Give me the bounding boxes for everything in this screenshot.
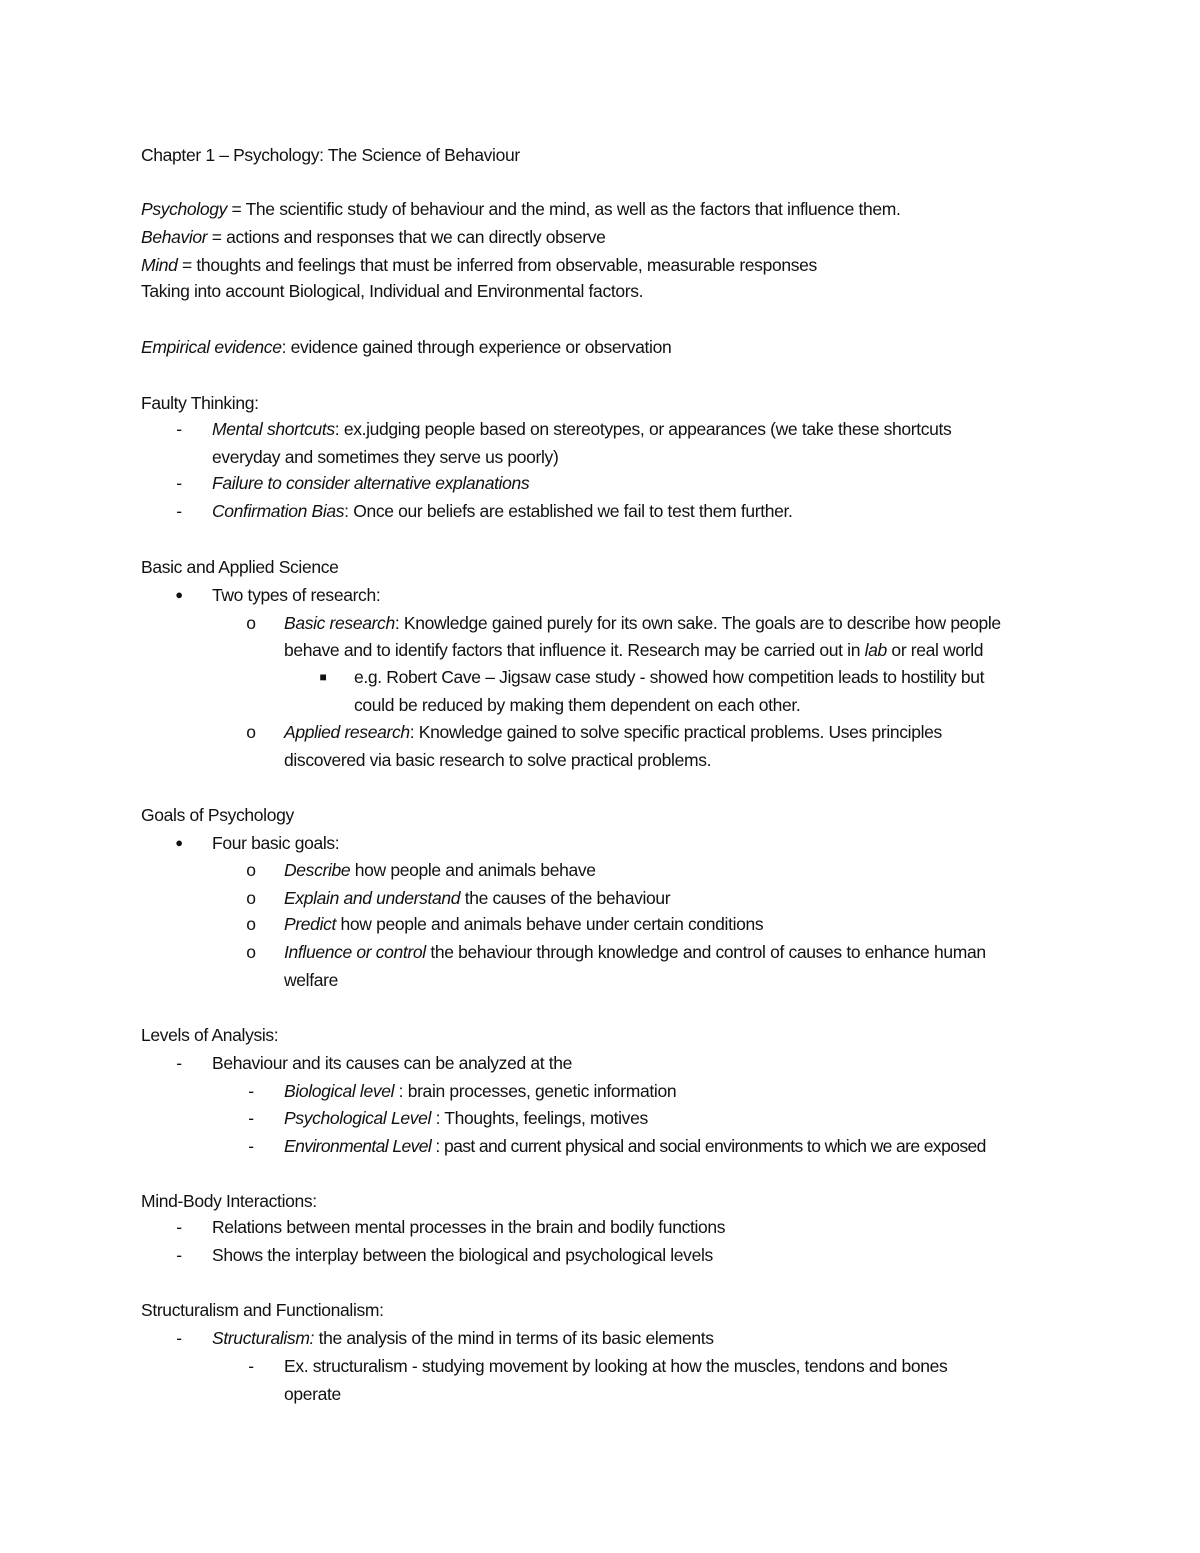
dash-marker: -	[176, 1217, 182, 1237]
definition-text: : evidence gained through experience or observation	[281, 337, 672, 357]
item-text: : Thoughts, feelings, motives	[435, 1108, 648, 1128]
circle-marker: o	[246, 942, 256, 962]
definition-text: = thoughts and feelings that must be inferred from observable, measurable responses	[177, 255, 817, 275]
dash-marker: -	[248, 1108, 254, 1128]
item-text: the analysis of the mind in terms of its basic elements	[314, 1328, 714, 1348]
list-item-continuation	[284, 636, 983, 664]
item-text: Ex. structuralism - studying movement by looking at how the muscles, tendons and bones	[284, 1356, 948, 1376]
dash-marker: -	[176, 1053, 182, 1073]
dash-marker: -	[176, 501, 182, 521]
list-item-continuation: operate	[284, 1384, 341, 1404]
term-lab: lab	[864, 640, 887, 660]
dash-marker: -	[176, 473, 182, 493]
section-heading-mind-body: Mind-Body Interactions:	[141, 1191, 317, 1211]
term-failure-alternatives: Failure to consider alternative explanations	[212, 473, 530, 493]
item-text: the causes of the behaviour	[460, 888, 671, 908]
definition-text: = actions and responses that we can directly observe	[207, 227, 606, 247]
term-mind: Mind	[141, 255, 178, 275]
item-text: the behaviour through knowledge and control of causes to enhance human	[425, 942, 986, 962]
term-applied-research: Applied research	[284, 722, 410, 742]
section-heading-structuralism: Structuralism and Functionalism:	[141, 1300, 384, 1320]
list-item-continuation: welfare	[284, 970, 338, 990]
list-item-continuation: discovered via basic research to solve practical problems.	[284, 750, 712, 770]
term-describe: Describe	[284, 860, 351, 880]
list-item-continuation: could be reduced by making them dependent on each other.	[354, 695, 801, 715]
list-item-continuation: everyday and sometimes they serve us poorly)	[212, 447, 559, 467]
item-text: Behaviour and its causes can be analyzed at the	[212, 1053, 573, 1073]
term-empirical: Empirical evidence	[141, 337, 282, 357]
item-text: : ex.judging people based on stereotypes, or appearances (we take these shortcuts	[334, 419, 952, 439]
definition-behavior	[141, 223, 606, 251]
factors-line: Taking into account Biological, Individual and Environmental factors.	[141, 281, 644, 301]
term-explain: Explain and understand	[284, 888, 461, 908]
circle-marker: o	[246, 860, 256, 880]
term-psychology: Psychology	[141, 199, 227, 219]
section-heading-basic-applied: Basic and Applied Science	[141, 557, 339, 577]
section-heading-faulty-thinking: Faulty Thinking:	[141, 393, 259, 413]
term-biological-level: Biological level	[284, 1081, 399, 1101]
term-psychological-level: Psychological Level	[284, 1108, 436, 1128]
section-heading-goals: Goals of Psychology	[141, 805, 294, 825]
item-text: or real world	[886, 640, 984, 660]
term-structuralism: Structuralism:	[212, 1328, 315, 1348]
dash-marker: -	[176, 1328, 182, 1348]
item-text: Four basic goals:	[212, 833, 340, 853]
term-environmental-level: Environmental Level	[284, 1136, 436, 1156]
item-text: e.g. Robert Cave – Jigsaw case study - showed how competition leads to hostility but	[354, 667, 985, 687]
bullet-marker: ●	[175, 835, 183, 850]
circle-marker: o	[246, 613, 256, 633]
item-text: : Knowledge gained purely for its own sake. The goals are to describe how people	[394, 613, 1001, 633]
bullet-marker: ●	[175, 587, 183, 602]
item-text: Relations between mental processes in the brain and bodily functions	[212, 1217, 726, 1237]
item-text: : past and current physical and social environments to which we are exposed	[435, 1136, 986, 1156]
dash-marker: -	[248, 1081, 254, 1101]
item-text: : brain processes, genetic information	[398, 1081, 677, 1101]
square-marker: ■	[319, 670, 327, 684]
dash-marker: -	[248, 1136, 254, 1156]
term-behavior: Behavior	[141, 227, 208, 247]
definition-text: = The scientific study of behaviour and the mind, as well as the factors that influence them.	[227, 199, 901, 219]
circle-marker: o	[246, 722, 256, 742]
circle-marker: o	[246, 888, 256, 908]
definition-psychology	[141, 195, 900, 223]
dash-marker: -	[176, 419, 182, 439]
empirical-evidence	[141, 333, 671, 361]
definition-mind	[141, 251, 817, 279]
term-mental-shortcuts: Mental shortcuts	[212, 419, 335, 439]
page-title	[141, 141, 520, 169]
circle-marker: o	[246, 914, 256, 934]
term-predict: Predict	[284, 914, 337, 934]
term-basic-research: Basic research	[284, 613, 395, 633]
term-confirmation-bias: Confirmation Bias	[212, 501, 345, 521]
term-influence: Influence or control	[284, 942, 426, 962]
item-text: how people and animals behave	[350, 860, 596, 880]
dash-marker: -	[176, 1245, 182, 1265]
item-text: : Once our beliefs are established we fail to test them further.	[344, 501, 793, 521]
item-text: how people and animals behave under certain conditions	[336, 914, 764, 934]
title-rest: The Science of Behaviour	[323, 145, 520, 165]
title-bold: Chapter 1 – Psychology:	[141, 145, 324, 165]
dash-marker: -	[248, 1356, 254, 1376]
section-heading-levels: Levels of Analysis:	[141, 1025, 279, 1045]
item-text: Two types of research:	[212, 585, 381, 605]
item-text: : Knowledge gained to solve specific practical problems. Uses principles	[409, 722, 942, 742]
item-text: behave and to identify factors that influence it. Research may be carried out in	[284, 640, 865, 660]
item-text: Shows the interplay between the biological and psychological levels	[212, 1245, 713, 1265]
